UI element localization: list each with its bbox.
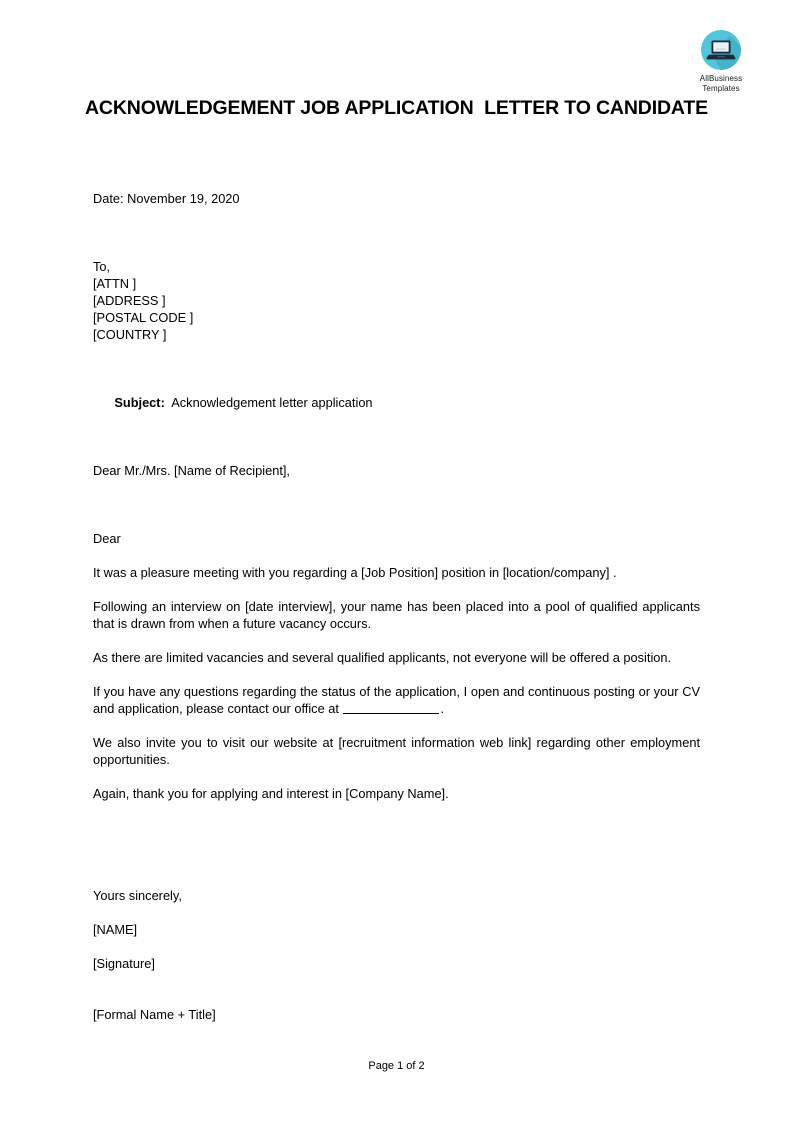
spacer [93, 938, 700, 955]
closing-sign-off: Yours sincerely, [93, 888, 182, 903]
spacer [93, 768, 700, 785]
laptop-icon [699, 28, 743, 72]
brand-logo-text [671, 74, 771, 94]
contact-text-after: . [440, 701, 445, 716]
body-paragraph-1: It was a pleasure meeting with you regarding a [Job Position] position in [location/company] . [93, 565, 617, 580]
subject-value: Acknowledgement letter application [171, 395, 373, 410]
brand-logo [671, 28, 771, 94]
spacer [93, 802, 700, 853]
body-paragraph-3: As there are limited vacancies and several qualified applicants, not everyone will be offered a position. [93, 650, 672, 665]
spacer [93, 717, 700, 734]
spacer [93, 666, 700, 683]
contact-blank-field[interactable] [343, 702, 439, 714]
subject-line [93, 377, 700, 428]
spacer [93, 853, 700, 887]
letter-date: Date: November 19, 2020 [93, 191, 240, 206]
closing-name: [NAME] [93, 922, 138, 937]
contact-text-before: If you have any questions regarding the status of the application, I open and continuous posting or your CV and application, please contact our office at [93, 684, 700, 716]
recipient-to: To, [93, 259, 111, 274]
page-title: ACKNOWLEDGEMENT JOB APPLICATION LETTER TO CANDIDATE [84, 97, 709, 119]
brand-logo-line1: AllBusiness [699, 74, 743, 83]
spacer [93, 581, 700, 598]
greeting: Dear [93, 531, 121, 546]
spacer [93, 972, 700, 1006]
recipient-country: [COUNTRY ] [93, 327, 167, 342]
page-footer: Page 1 of 2 [368, 1060, 425, 1072]
recipient-block [93, 258, 700, 343]
letter-body [93, 190, 700, 1023]
brand-logo-line2: Templates [702, 84, 740, 93]
subject-label: Subject: [114, 395, 165, 410]
spacer [93, 343, 700, 377]
spacer [93, 632, 700, 649]
recipient-address: [ADDRESS ] [93, 293, 166, 308]
spacer [93, 479, 700, 530]
spacer [93, 207, 700, 258]
closing-signature: [Signature] [93, 956, 155, 971]
salutation: Dear Mr./Mrs. [Name of Recipient], [93, 463, 290, 478]
spacer [93, 547, 700, 564]
spacer [93, 428, 700, 462]
body-paragraph-4: We also invite you to visit our website at [recruitment information web link] regarding other employment opportunities. [93, 735, 700, 767]
body-paragraph-2: Following an interview on [date interview], your name has been placed into a pool of qualified applicants that is drawn from when a future vacancy occurs. [93, 599, 700, 631]
spacer [93, 904, 700, 921]
closing-formal-name-title: [Formal Name + Title] [93, 1007, 216, 1022]
recipient-postal-code: [POSTAL CODE ] [93, 310, 194, 325]
recipient-attn: [ATTN ] [93, 276, 137, 291]
body-paragraph-contact [93, 683, 700, 717]
body-paragraph-5: Again, thank you for applying and interest in [Company Name]. [93, 786, 449, 801]
